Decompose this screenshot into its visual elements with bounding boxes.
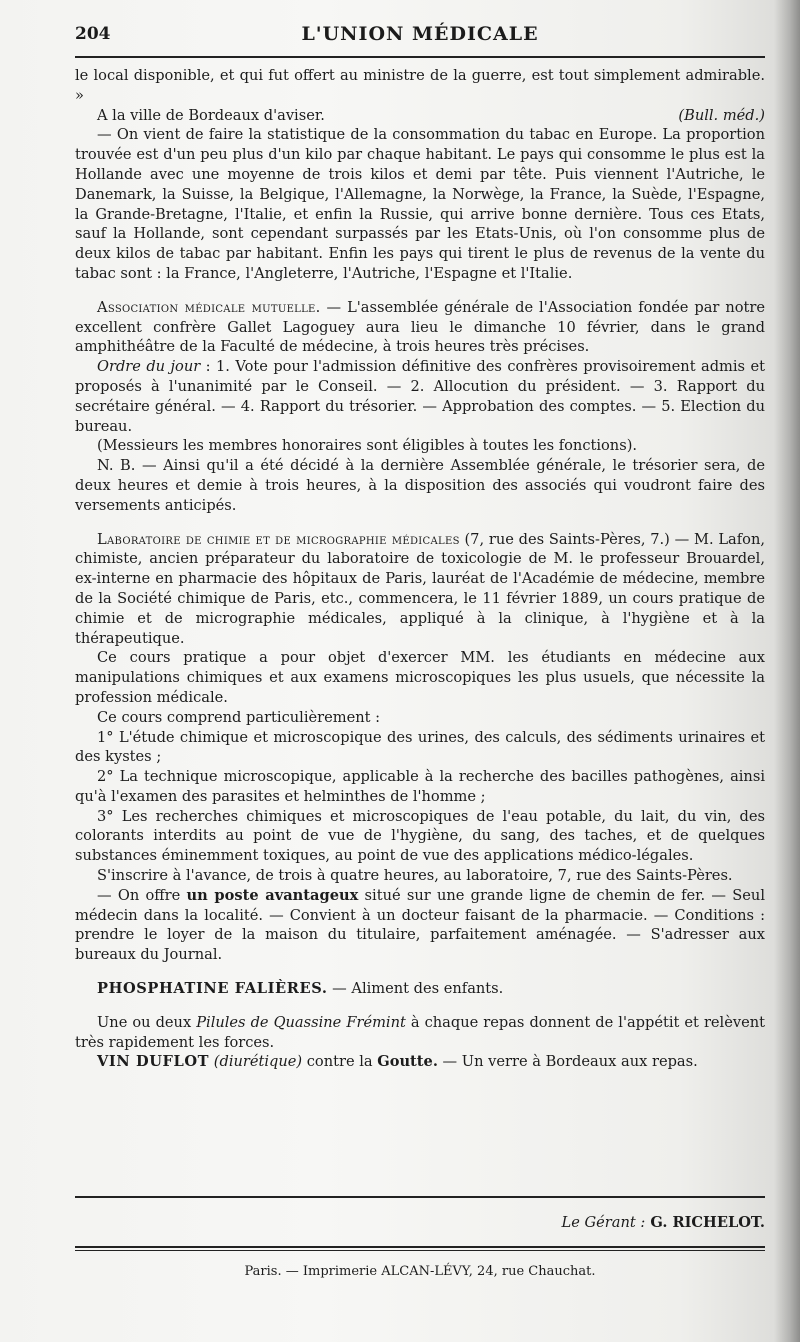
- footer-rule-bottom-thin: [75, 1250, 765, 1251]
- section-heading: Laboratoire de chimie et de micrographie médicales: [97, 530, 460, 548]
- ad-text: Une ou deux: [97, 1013, 197, 1031]
- paragraph: le local disponible, et qui fut offert au ministre de la guerre, est tout simplement admirable. »: [75, 67, 765, 104]
- paragraph: (Messieurs les membres honoraires sont éligibles à toutes les fonctions).: [97, 437, 638, 455]
- paragraph: [75, 886, 765, 965]
- paragraph: [75, 357, 765, 436]
- ad-brand: VIN DUFLOT: [97, 1053, 210, 1071]
- ad-text: à chaque repas donnent de l'appétit et relèvent très rapidement les forces.: [75, 1013, 766, 1051]
- paragraph: N. B. — Ainsi qu'il a été décidé à la dernière Assemblée générale, le trésorier sera, de deux heures et demie à trois heures, à la disposition des associés qui voudront faire des versements anticipés.: [75, 457, 765, 514]
- ad-product: Pilules de Quassine Frémint: [196, 1013, 406, 1031]
- gerant-label: Le Gérant :: [561, 1214, 646, 1231]
- advertisement: [75, 979, 765, 999]
- paragraph: — On vient de faire la statistique de la consommation du tabac en Europe. La proportion trouvée est d'un peu plus d'un kilo par chaque habitant. Le pays qui consomme le plus est la Hollande avec une moyenne de trois kilos et demi par tête. Puis viennent l'Autriche, le Danemark, la Suisse, la Belgique, l'Allemagne, la Norwège, la France, la Suède, l'Espagne, la Grande-Bretagne, l'Italie, et enfin la Russie, qui arrive bonne dernière. Tous ces Etats, sauf la Hollande, sont cependant surpassés par les Etats-Unis, où l'on consomme plus de deux kilos de tabac par habitant. Enfin les pays qui tirent le plus de revenus de la vente du tabac sont : la France, l'Angleterre, l'Autriche, l'Espagne et l'Italie.: [75, 126, 765, 282]
- advertisement: [75, 1013, 765, 1053]
- ad-text: — Aliment des enfants.: [327, 980, 504, 998]
- ad-note: (diurétique): [209, 1053, 303, 1071]
- paragraph: Ce cours pratique a pour objet d'exercer MM. les étudiants en médecine aux manipulations chimiques et aux examens microscopiques les plus usuels, que nécessite la profession médicale.: [75, 649, 765, 706]
- ad-text: contre la: [302, 1053, 378, 1071]
- paragraph: S'inscrire à l'avance, de trois à quatre heures, au laboratoire, 7, rue des Saints-Pères.: [97, 867, 733, 885]
- running-title: L'UNION MÉDICALE: [301, 23, 539, 45]
- page-header: [75, 20, 765, 54]
- article-body: [75, 66, 765, 1072]
- list-item: 3° Les recherches chimiques et microscopiques de l'eau potable, du lait, du vin, des colorants interdits au point de vue de l'hygiène, du sang, des taches, et de quelques substances éminemment toxiques, au point de vue des applications médico-légales.: [75, 807, 765, 865]
- ad-brand: PHOSPHATINE FALIÈRES.: [97, 980, 328, 998]
- paragraph: [75, 298, 765, 357]
- paragraph-text: situé sur une grande ligne de chemin de fer. — Seul médecin dans la localité. — Convient à un docteur faisant de la pharmacie. — Conditions : prendre le loyer de la maison du titulaire, parfaitement aménagée. — S'adresser aux bureaux du Journal.: [75, 886, 765, 964]
- advertisement: [75, 1052, 765, 1072]
- footer-rule-top: [75, 1196, 765, 1198]
- page-binding-shadow: [774, 0, 800, 1342]
- signature: [75, 1214, 765, 1231]
- paragraph-text: A la ville de Bordeaux d'aviser.: [97, 106, 325, 124]
- ad-emphasis: Goutte.: [377, 1053, 438, 1071]
- paragraph-text: — On offre: [97, 886, 187, 904]
- list-item: 2° La technique microscopique, applicable à la recherche des bacilles pathogènes, ainsi qu'à l'examen des parasites et helminthes de l'homme ;: [75, 768, 765, 805]
- page-number: 204: [75, 24, 111, 44]
- list-item: 1° L'étude chimique et microscopique des urines, des calculs, des sédiments urinaires et des kystes ;: [75, 728, 765, 766]
- paragraph: Ce cours comprend particulièrement :: [97, 708, 381, 726]
- header-rule: [75, 56, 765, 58]
- footer-rule-bottom: [75, 1246, 765, 1248]
- paragraph-text: (7, rue des Saints-Pères, 7.) — M. Lafon, chimiste, ancien préparateur du laboratoire de toxicologie de M. le professeur Brouardel, ex-interne en pharmacie des hôpitaux de Paris, lauréat de l'Académie de médecine, membre de la Société chimique de Paris, etc., commencera, le 11 février 1889, un cours pratique de chimie et de micrographie médicales, appliqué à la clinique, à l'hygiène et à la thérapeutique.: [75, 530, 765, 647]
- agenda-label: Ordre du jour: [97, 358, 201, 376]
- emphasis: un poste avantageux: [186, 886, 359, 904]
- paragraph: [75, 106, 765, 126]
- paragraph: [75, 530, 765, 649]
- paragraph-text: — L'assemblée générale de l'Association fondée par notre excellent confrère Gallet Lagoguey aura lieu le dimanche 10 février, dans le grand amphithéâtre de la Faculté de médecine, à trois heures très précises.: [75, 298, 765, 356]
- paragraph-text: : 1. Vote pour l'admission définitive des confrères provisoirement admis et proposés à l'unanimité par le Conseil. — 2. Allocution du président. — 3. Rapport du secrétaire général. — 4. Rapport du trésorier. — Approbation des comptes. — 5. Election du bureau.: [75, 358, 765, 435]
- gerant-name: G. RICHELOT.: [645, 1214, 765, 1231]
- printer-imprint: Paris. — Imprimerie ALCAN-LÉVY, 24, rue Chauchat.: [244, 1264, 596, 1279]
- ad-text: — Un verre à Bordeaux aux repas.: [437, 1053, 698, 1071]
- section-heading: Association médicale mutuelle.: [97, 298, 321, 316]
- source-citation: (Bull. méd.): [678, 106, 765, 124]
